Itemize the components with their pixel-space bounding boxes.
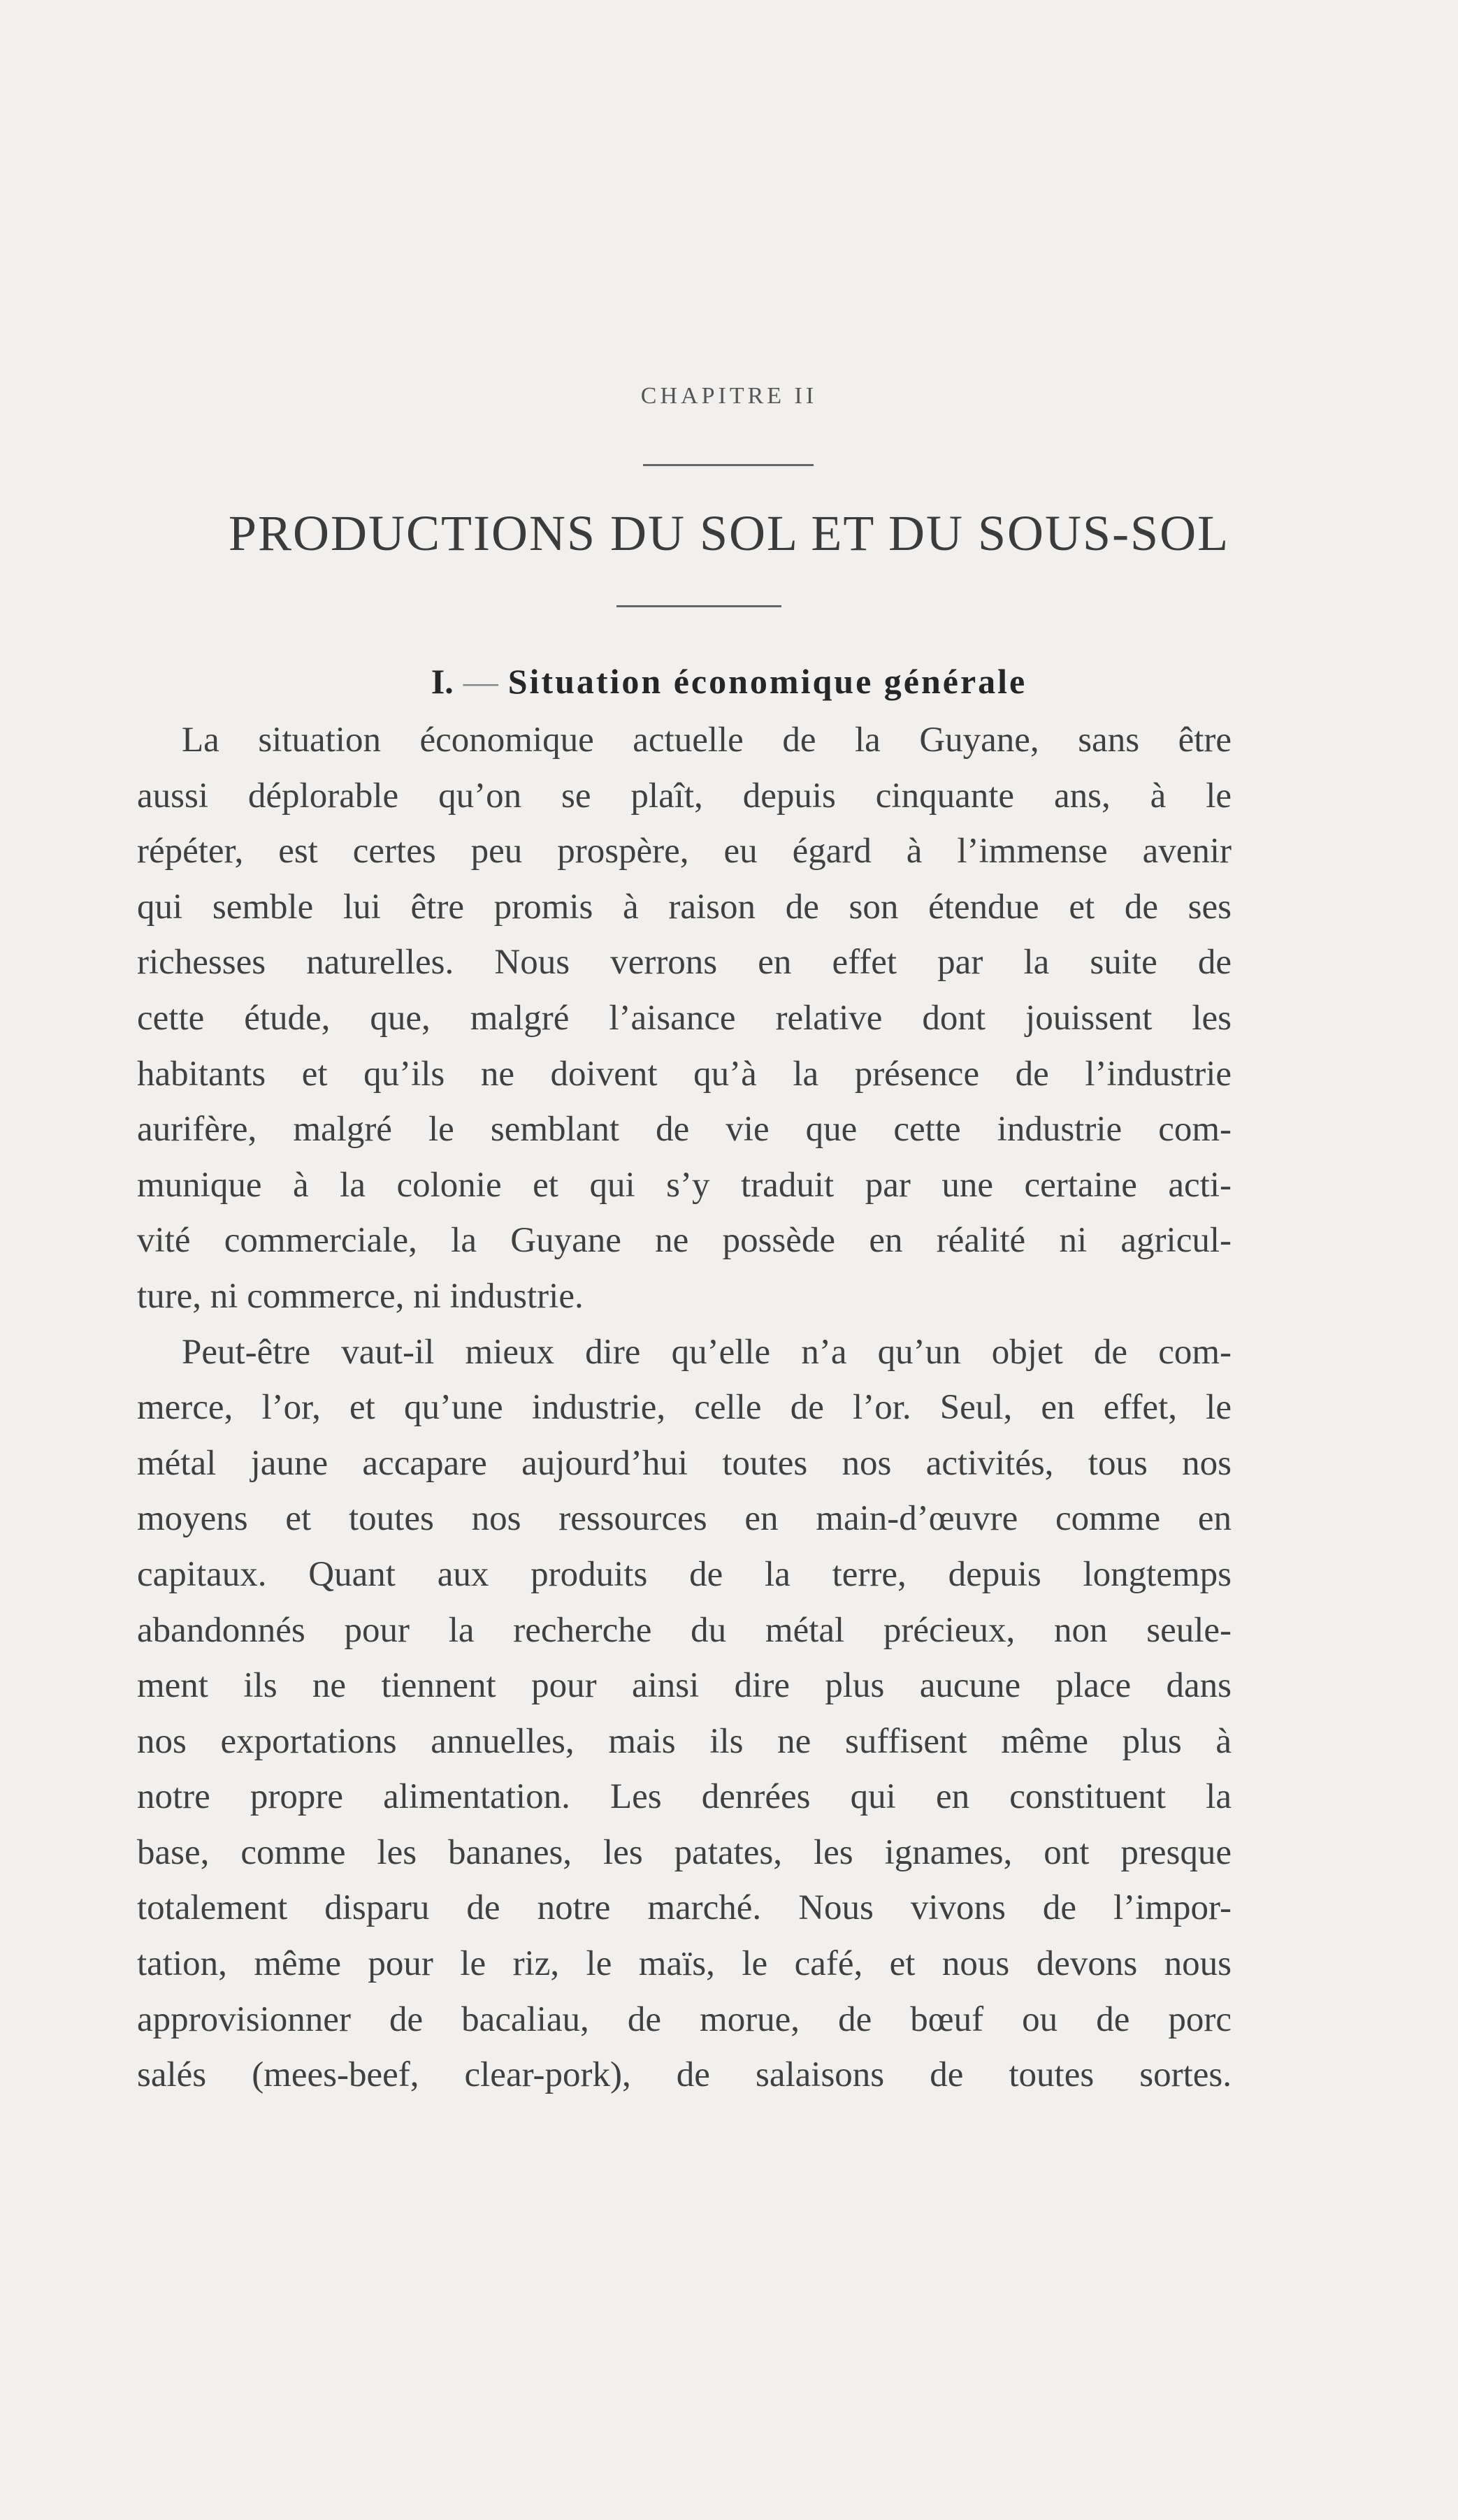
text-line: base, comme les bananes, les patates, les ignames, ont presque xyxy=(137,1832,1232,1872)
chapter-title: PRODUCTIONS DU SOL ET DU SOUS-SOL xyxy=(228,505,1230,561)
text-line: Peut-être vaut-il mieux dire qu’elle n’a qu’un objet de com- xyxy=(182,1332,1232,1372)
text-line: totalement disparu de notre marché. Nous vivons de l’impor- xyxy=(137,1888,1232,1928)
chapter-label: CHAPITRE II xyxy=(640,383,818,409)
text-line: munique à la colonie et qui s’y traduit par une certaine acti- xyxy=(137,1165,1232,1205)
section-heading xyxy=(0,661,1458,702)
text-line: nos exportations annuelles, mais ils ne suffisent même plus à xyxy=(137,1721,1232,1761)
text-line: moyens et toutes nos ressources en main-d’œuvre comme en xyxy=(137,1499,1232,1539)
section-number: I. xyxy=(431,662,454,701)
text-line: ment ils ne tiennent pour ainsi dire plus aucune place dans xyxy=(137,1666,1232,1706)
text-line: aurifère, malgré le semblant de vie que cette industrie com- xyxy=(137,1110,1232,1150)
text-line: cette étude, que, malgré l’aisance relative dont jouissent les xyxy=(137,998,1232,1038)
text-line: abandonnés pour la recherche du métal précieux, non seule- xyxy=(137,1610,1232,1650)
text-line: approvisionner de bacaliau, de morue, de bœuf ou de porc xyxy=(137,1999,1232,2039)
text-line: La situation économique actuelle de la Guyane, sans être xyxy=(182,720,1232,760)
text-line: ture, ni commerce, ni industrie. xyxy=(137,1276,584,1316)
section-title: Situation économique générale xyxy=(507,662,1027,701)
text-line: répéter, est certes peu prospère, eu égard à l’immense avenir xyxy=(137,832,1232,871)
text-line: notre propre alimentation. Les denrées qui en constituent la xyxy=(137,1777,1232,1817)
text-line: capitaux. Quant aux produits de la terre, depuis longtemps xyxy=(137,1554,1232,1594)
text-line: salés (mees-beef, clear-pork), de salaisons de toutes sortes. xyxy=(137,2055,1232,2095)
section-dash: — xyxy=(463,662,498,701)
text-line: métal jaune accapare aujourd’hui toutes nos activités, tous nos xyxy=(137,1443,1232,1483)
body-text xyxy=(137,713,1232,2103)
paragraph-1 xyxy=(137,713,1232,1325)
paragraph-2 xyxy=(137,1325,1232,2103)
bottom-divider xyxy=(616,605,781,607)
text-line: aussi déplorable qu’on se plaît, depuis cinquante ans, à le xyxy=(137,776,1232,816)
text-line: vité commerciale, la Guyane ne possède en réalité ni agricul- xyxy=(137,1221,1232,1261)
text-line: richesses naturelles. Nous verrons en effet par la suite de xyxy=(137,943,1232,983)
text-line: habitants et qu’ils ne doivent qu’à la présence de l’industrie xyxy=(137,1054,1232,1094)
text-line: merce, l’or, et qu’une industrie, celle de l’or. Seul, en effet, le xyxy=(137,1388,1232,1428)
top-divider xyxy=(643,464,814,466)
text-line: tation, même pour le riz, le maïs, le café, et nous devons nous xyxy=(137,1944,1232,1984)
text-line: qui semble lui être promis à raison de son étendue et de ses xyxy=(137,887,1232,927)
